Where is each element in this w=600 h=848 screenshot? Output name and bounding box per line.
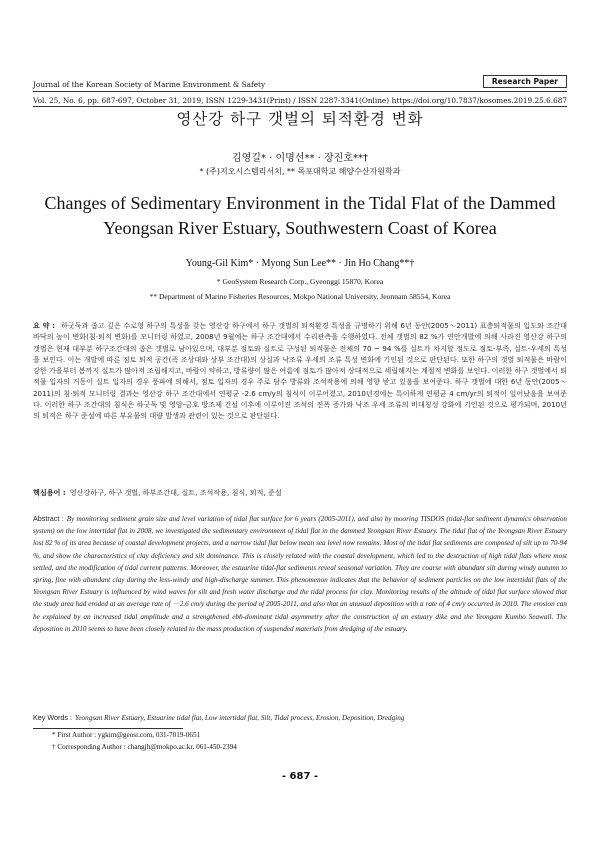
- abstract-korean-text: 하굿둑과 좁고 깊은 수로형 하구의 특성을 갖는 영산강 하구에서 하구 갯벌의 퇴적환경 특성을 규명하기 위해 6년 동안(2005～2011) 표층퇴적물의 입도와 조간대 바닥의 높이 변화(침·퇴적 변화)를 모니터링 하였고, 2008년 9월에는 하구 조간대에서 수리관측을 수행하였다. 전체 갯벌의 82 %가 연안개발에 의해 사라진 영산강 하구의 갯벌은 현재 대부분 하구조간대의 좁은 갯벌로 남아있으며, 대부분 점토와 실트로 구성된 퇴적물은 전체의 70 ~ 94 %를 실트가 차지할 정도로 점토-부족, 실트-우세의 특성을 보인다. 이는 개발에 따른 점토 퇴적 공간(즉 조상대와 상부 조간대)의 상실과 낙조류 우세의 조류 특성 변화에 기인된 것으로 판단된다. 또한 하구의 갯벌 퇴적물은 바람이 강한 가을부터 봄까지 실트가 많아져 조립해지고, 바람이 약하고, 방류량이 많은 여름에 점토가 많아져 상대적으로 세립해지는 계절적 변화를 보인다. 이러한 하구 갯벌에서 퇴적물 입자의 거동이 실트 입자의 경우 풍파에 의해서, 점토 입자의 경우 주로 담수 방류와 조석작용에 의해 영향 받고 있음을 보여준다. 하구 갯벌에 대한 6년 동안(2005～2011)의 침·퇴적 모니터링 결과는 영산강 하구 조간대에서 연평균 -2.6 cm/y의 침식이 이루어졌고, 2010년경에는 특이하게 연평균 4 cm/yr의 퇴적이 일어났음을 보여준다. 이러한 하구 조간대의 침식은 하굿둑 및 영암-금호 방조제 건설 이후에 이루어진 조석의 진폭 증가와 낙조 우세 조류의 비대칭성 강화에 기인된 것으로 평가되며, 2010년의 퇴적은 하구 준설에 따른 부유물의 대량 발생과 관련이 있는 것으로 판단된다.: [33, 321, 567, 421]
- research-paper-badge: Research Paper: [483, 75, 567, 88]
- title-english-line2: Yeongsan River Estuary, Southwestern Coast of Korea: [103, 218, 497, 238]
- footnote-rule: [33, 728, 183, 729]
- volume-info: Vol. 25, No. 6, pp. 687-697, October 31, 2019, ISSN 1229-3431(Print) / ISSN 2287-3341(Online): [33, 96, 390, 105]
- abstract-korean: [33, 320, 567, 422]
- title-korean: 영산강 하구 갯벌의 퇴적환경 변화: [176, 110, 424, 128]
- journal-name: Journal of the Korean Society of Marine Environment & Safety: [33, 80, 266, 89]
- keywords-korean-text: 영산강하구, 하구 갯벌, 하부조간대, 실트, 조석작용, 침식, 퇴적, 준설: [69, 488, 282, 497]
- abstract-english-label: Abstract :: [33, 514, 64, 523]
- abstract-english: [33, 513, 567, 635]
- page-number: - 687 -: [281, 771, 319, 782]
- header-rule-top: [33, 91, 567, 92]
- authors-korean: 김영길* · 이명선** · 장진호**†: [231, 153, 368, 164]
- keywords-english-text: Yeongsan River Estuary, Estuarine tidal flat, Low intertidal flat, Silt, Tidal process, Erosion, Deposition, Dredging: [75, 714, 405, 722]
- affiliation-english-1: * GeoSystem Research Corp., Gyeonggi 15870, Korea: [216, 277, 384, 286]
- abstract-korean-label: 요 약 :: [33, 321, 56, 330]
- abstract-english-text: By monitoring sediment grain size and level variation of tidal flat surface for 6 years (2005-2011), and also by mooring TISDOS (tidal-flat sediment dynamics observation system) on the low intertidal flat in 2008, we investigated the sedimentary environment of tidal flat in the dammed Yeongsan River Estuary. The tidal flat of the Yeongsan River Estuary lost 82 % of its area because of coastal development projects, and a narrow tidal flat below mean sea level now remains. Most of the tidal flat sediments are composed of silt up to 70-94 %, and show the characteristics of clay deficiency and silt dominance. This is closely related with the coastal development, which led to the destruction of high tidal flats where most settled, and the modification of tidal current patterns. Moreover, the estuarine tidal-flat sediments reveal seasonal variation. They are coarse with abundant silt during windy autumn to spring, fine with abundant clay during the less-windy and high-discharge summer. This phenomenon indicates that the behavior of sediment particles on the low intertidal flats of the Yeongsan River Estuary is influenced by wind waves for silt and fresh water discharge and the tidal process for clay. Monitoring results of the altitude of tidal flat surface showed that the study area had eroded at an average rate of －2.6 cm/y during the period of 2005-2011, and also that an unusual deposition with a rate of 4 cm/y occurred in 2010. The erosion can be explained by an increased tidal amplitude and a strengthened ebb-dominant tidal asymmetry after the construction of an estuary dike and the Yeongam Kumho Seawall. The deposition in 2010 seems to have been closely related to the mass production of suspended materials from dredging of the estuary.: [33, 515, 568, 633]
- keywords-korean: [33, 488, 567, 498]
- keywords-english-label: Key Words :: [33, 713, 73, 722]
- doi-link[interactable]: https://doi.org/10.7837/kosomes.2019.25.6.687: [391, 96, 567, 105]
- title-english-line1: Changes of Sedimentary Environment in the Tidal Flat of the Dammed: [44, 193, 556, 213]
- keywords-korean-label: 핵심용어 :: [33, 488, 66, 497]
- affiliation-english-2: ** Department of Marine Fisheries Resources, Mokpo National University, Jeonnam 58554, Korea: [149, 292, 451, 301]
- footnote-first-author: * First Author : ygkim@geosr.com, 031-7019-0651: [52, 731, 201, 739]
- authors-english: Young-Gil Kim* · Myong Sun Lee** · Jin Ho Chang**†: [185, 258, 415, 269]
- keywords-english: [33, 713, 567, 722]
- affiliation-korean: * (주)지오시스템리서치, ** 목포대학교 해양수산자원학과: [199, 167, 401, 176]
- footnote-corresponding-author: † Corresponding Author : changjh@mokpo.ac.kr, 061-450-2394: [52, 743, 237, 751]
